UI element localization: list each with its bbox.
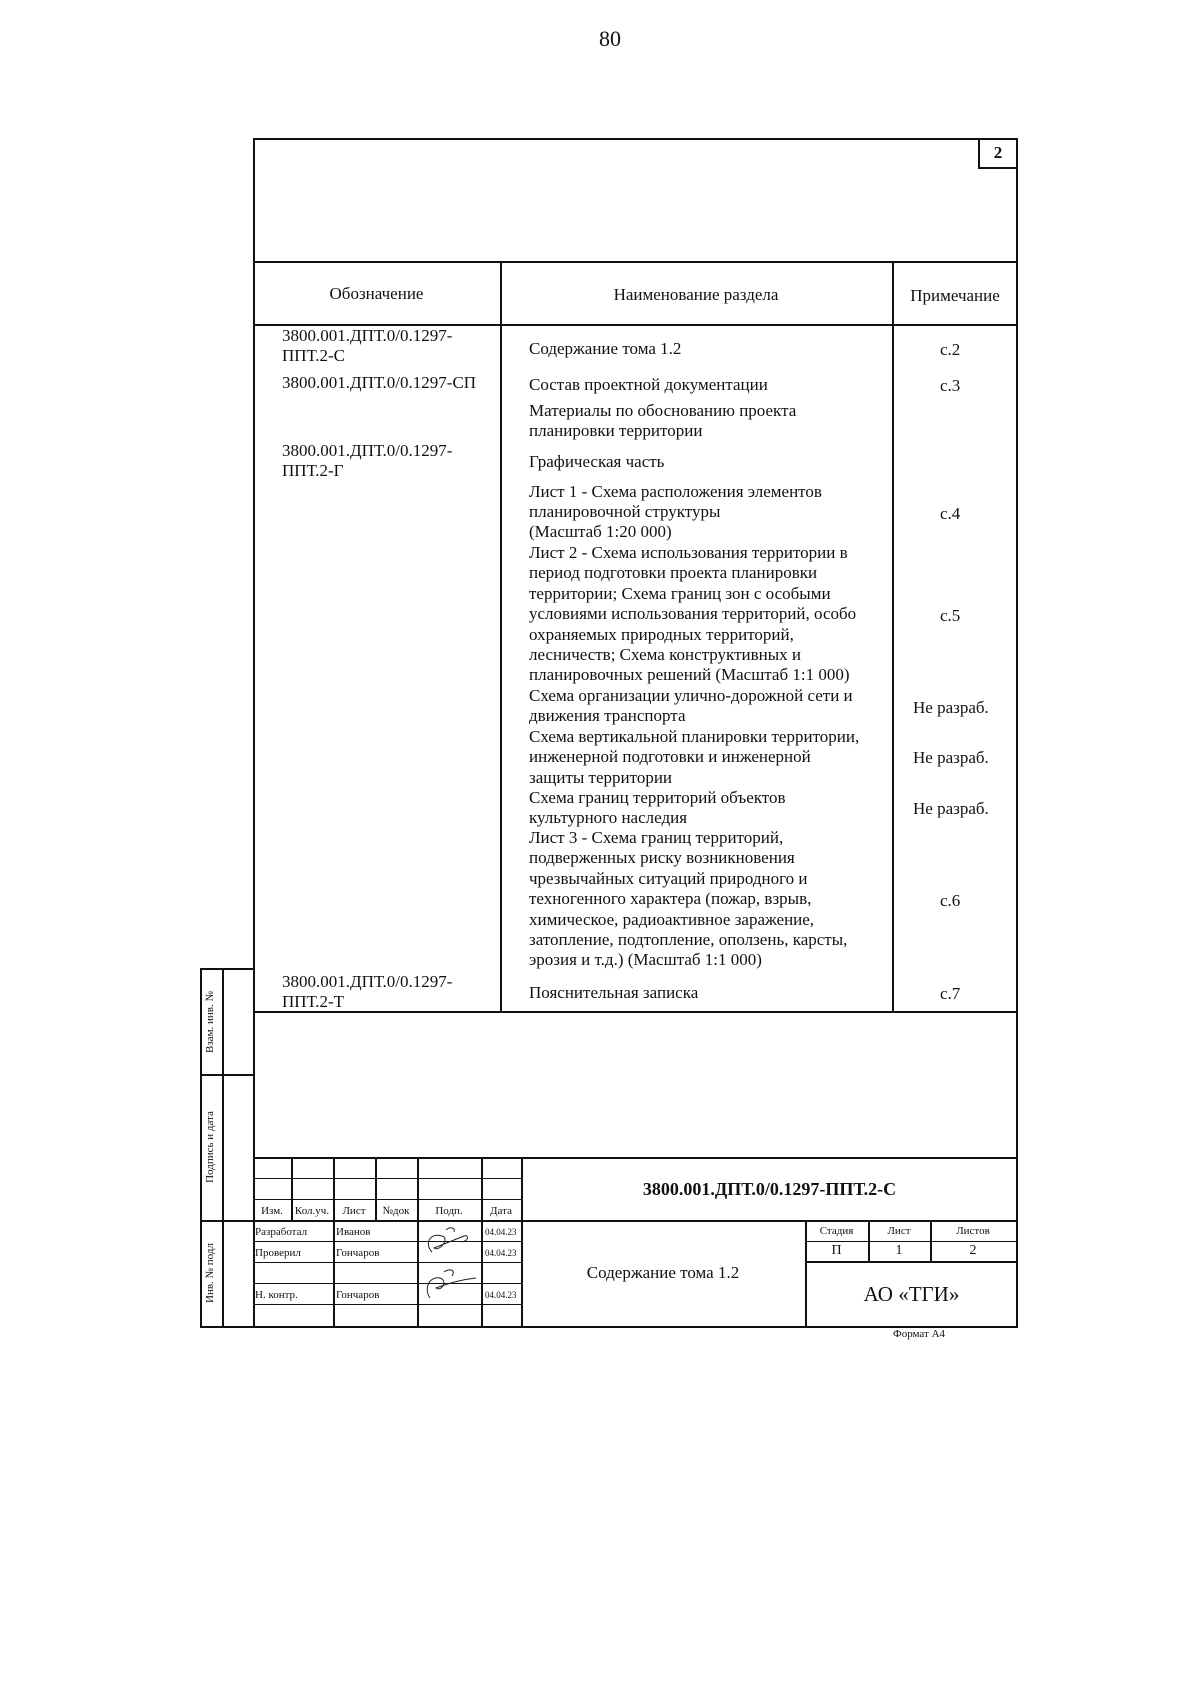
frame-left — [253, 138, 255, 1328]
stamp-organization: АО «ТГИ» — [863, 1282, 960, 1306]
stamp-col-ndok: №док — [382, 1205, 410, 1217]
format-label: Формат А4 — [893, 1328, 946, 1340]
row-name: Схема границ территорий объектов культурного наследия — [529, 788, 786, 827]
stamp-list-value: 1 — [895, 1243, 903, 1258]
stamp-razrab-name: Иванов — [336, 1226, 371, 1238]
row-note: с.4 — [940, 504, 961, 523]
row-note: с.5 — [940, 606, 961, 625]
stamp-prov-name: Гончаров — [336, 1247, 380, 1259]
row-code: 3800.001.ДПТ.0/0.1297- ППТ.2-Т — [282, 972, 453, 1011]
row-note: с.6 — [940, 891, 961, 910]
stamp-razrab-label: Разработал — [255, 1226, 308, 1238]
signature-2 — [420, 1266, 480, 1306]
row-name: Схема организации улично-дорожной сети и движения транспорта — [529, 686, 853, 725]
stamp-listov-label: Листов — [956, 1225, 990, 1237]
side-label-podpis: Подпись и дата — [204, 1111, 216, 1183]
stamp-listov-value: 2 — [969, 1243, 977, 1258]
frame-top — [253, 138, 1018, 140]
row-code: 3800.001.ДПТ.0/0.1297- ППТ.2-Г — [282, 441, 453, 480]
row-code: 3800.001.ДПТ.0/0.1297-СП — [282, 373, 477, 392]
stamp-col-izm: Изм. — [261, 1205, 283, 1217]
stamp-nkontr-date: 04.04.23 — [485, 1290, 517, 1300]
stamp-razrab-date: 04.04.23 — [485, 1227, 517, 1237]
header-section-name: Наименование раздела — [613, 285, 779, 304]
stamp-col-list: Лист — [342, 1205, 366, 1217]
stamp-col-kol: Кол.уч. — [294, 1205, 330, 1217]
row-code: 3800.001.ДПТ.0/0.1297- ППТ.2-С — [282, 326, 453, 365]
header-note: Примечание — [910, 286, 1000, 305]
stamp-stadia-label: Стадия — [819, 1225, 854, 1237]
frame-right — [1016, 138, 1018, 1328]
stamp-nkontr-label: Н. контр. — [255, 1289, 298, 1301]
table-col-divider-2 — [892, 261, 894, 1012]
row-note: Не разраб. — [913, 698, 989, 717]
page-number: 80 — [599, 26, 621, 51]
row-note: Не разраб. — [913, 799, 989, 818]
stamp-stadia-value: П — [831, 1243, 842, 1258]
stamp-code: 3800.001.ДПТ.0/0.1297-ППТ.2-С — [642, 1179, 897, 1199]
stamp-col-podp: Подп. — [435, 1205, 463, 1217]
row-name: Состав проектной документации — [529, 375, 768, 394]
row-name: Пояснительная записка — [529, 983, 699, 1002]
table-header-top — [253, 261, 1018, 263]
row-note: Не разраб. — [913, 748, 989, 767]
stamp-list-label: Лист — [887, 1225, 911, 1237]
row-name: Лист 2 - Схема использования территории в период подготовки проекта планировки территории; Схема границ зон с особыми условиями использования территорий, особо охраняемых природных территорий, лесничеств; Схема конструктивных и планировочных решений (Масштаб 1:1 000) — [529, 543, 857, 685]
side-label-vzam: Взам. инв. № — [204, 991, 216, 1053]
row-note: с.3 — [940, 376, 961, 395]
side-strip-inner — [222, 968, 224, 1328]
stamp-prov-date: 04.04.23 — [485, 1248, 517, 1258]
row-note: с.7 — [940, 984, 961, 1003]
sheet-box-number: 2 — [993, 143, 1003, 162]
row-name: Лист 1 - Схема расположения элементов планировочной структуры (Масштаб 1:20 000) — [529, 482, 822, 541]
row-name: Графическая часть — [529, 452, 665, 471]
stamp-title: Содержание тома 1.2 — [586, 1263, 740, 1282]
side-label-inv: Инв. № подл — [204, 1243, 216, 1303]
row-name: Схема вертикальной планировки территории, инженерной подготовки и инженерной защиты территории — [529, 727, 860, 787]
stamp-col-data: Дата — [490, 1205, 512, 1217]
stamp-prov-label: Проверил — [255, 1247, 301, 1259]
row-name: Материалы по обоснованию проекта планировки территории — [529, 401, 797, 440]
signature-1 — [420, 1222, 480, 1262]
row-note: с.2 — [940, 340, 961, 359]
stamp-nkontr-name: Гончаров — [336, 1289, 380, 1301]
header-designation: Обозначение — [329, 284, 424, 303]
row-name: Содержание тома 1.2 — [529, 339, 682, 358]
table-col-divider-1 — [500, 261, 502, 1012]
side-strip-outer — [200, 968, 202, 1328]
row-name: Лист 3 - Схема границ территорий, подверженных риску возникновения чрезвычайных ситуаций природного и техногенного характера (пожар, взрыв, химическое, радиоактивное заражение, затопление, подтопление, оползень, карсты, эрозия и т.д.) (Масштаб 1:1 000) — [529, 828, 848, 970]
stamp-top — [253, 1157, 1018, 1159]
